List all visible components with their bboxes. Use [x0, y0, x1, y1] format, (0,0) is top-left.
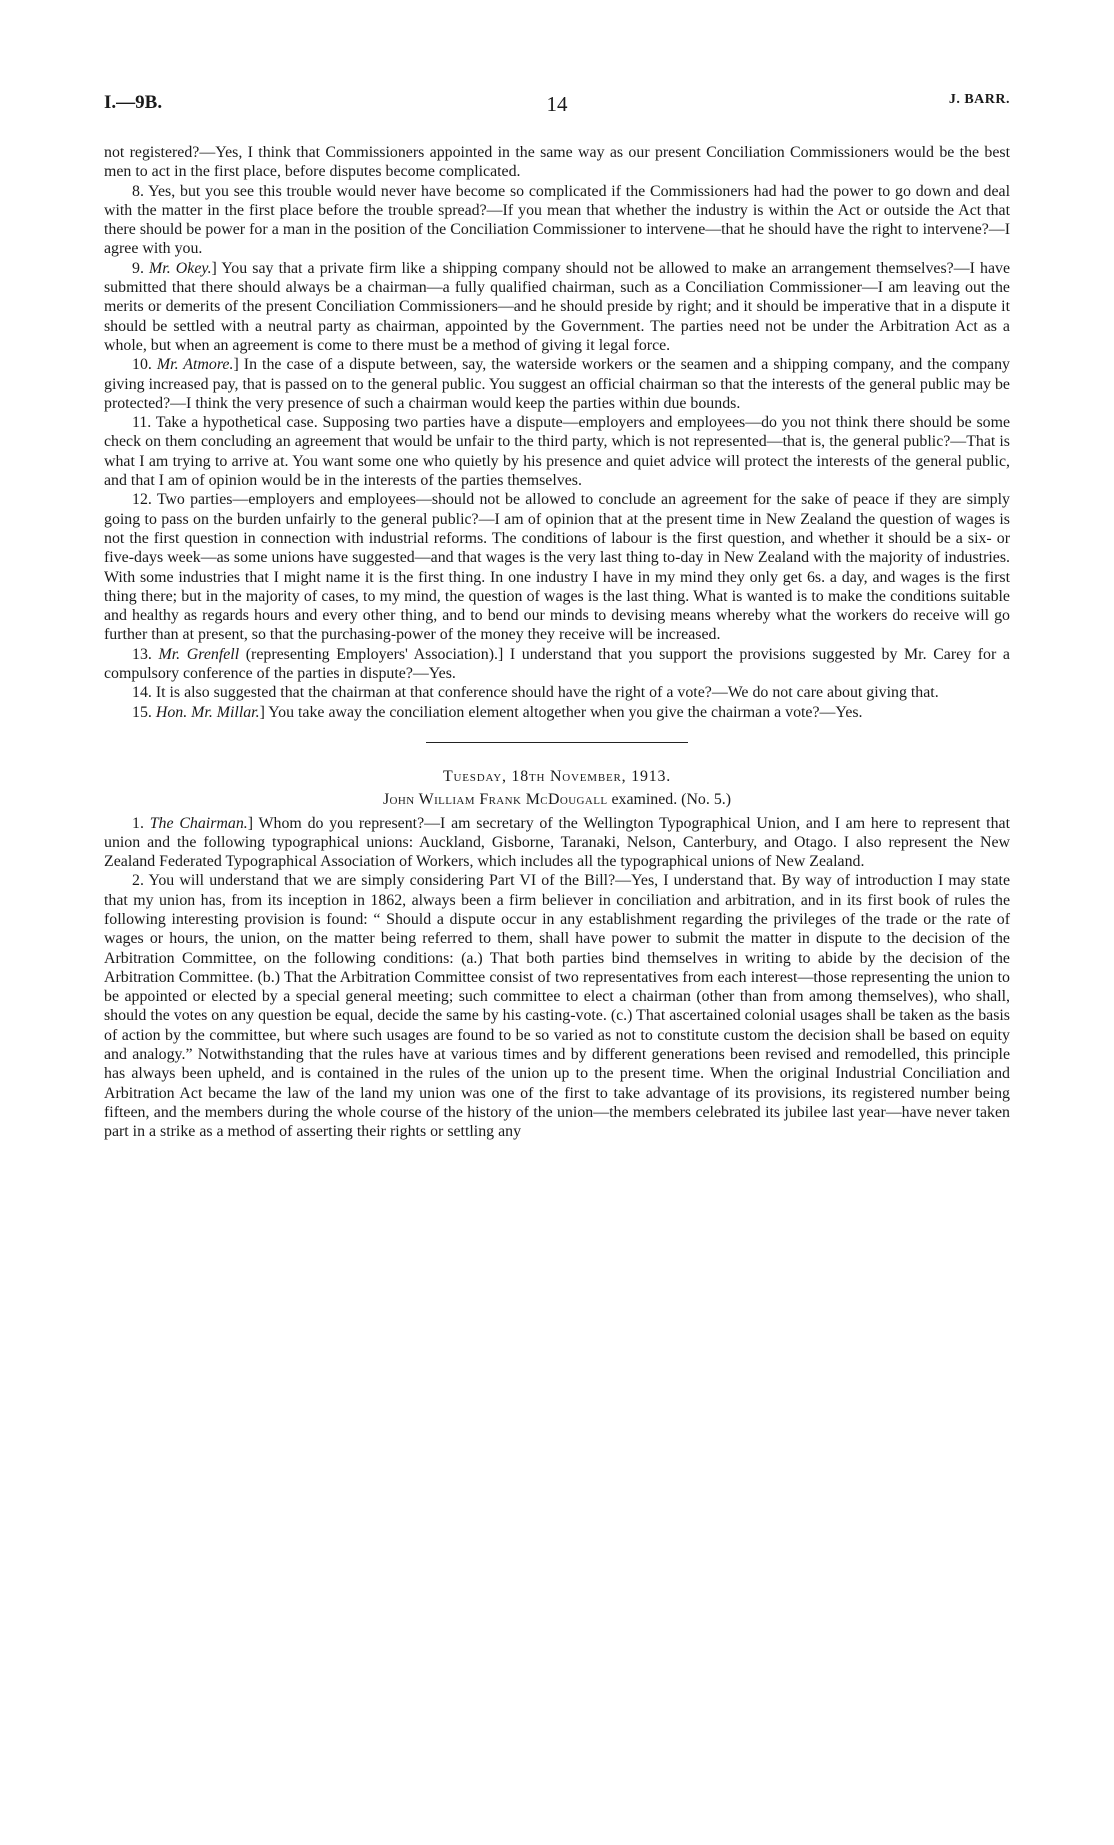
witness-name: John William Frank McDougall — [382, 791, 608, 809]
paragraph-text: ] You say that a private firm like a shipping company should not be allowed to make an arrangement themselves?—I have submitted that there should always be a chairman—a fully qualified chairman, such as a Conciliation Commissioner—I am leaving out the merits or demerits of the present Conciliation Commissioners—and he should preside by right; and it should be imperative that in a dispute it should be settled with a neutral party as chairman, appointed by the Government. The parties need not be under the Arbitration Act as a whole, but when an agreement is come to there must be a method of giving it legal force. — [104, 259, 1010, 354]
question-number: 15. — [132, 703, 156, 721]
speaker-name: Mr. Okey. — [149, 259, 212, 277]
question-number: 9. — [132, 259, 150, 277]
paragraph — [104, 259, 1010, 355]
paragraph-text: ] You take away the conciliation element altogether when you give the chairman a vote?—Yes. — [259, 703, 863, 721]
paragraph — [104, 871, 1010, 1141]
paragraph — [104, 814, 1010, 872]
page-number: 14 — [546, 92, 568, 116]
section-divider — [426, 742, 688, 743]
document-reference: I.—9B. — [104, 92, 163, 113]
question-number: 1. — [132, 814, 150, 832]
witness-running-head: J. BARR. — [948, 92, 1010, 107]
paragraph — [104, 645, 1010, 684]
paragraph — [104, 143, 1010, 182]
paragraph — [104, 490, 1010, 644]
paragraph — [104, 182, 1010, 259]
page-header — [104, 92, 1010, 122]
question-number: 13. — [132, 645, 159, 663]
date-heading: Tuesday, 18th November, 1913. — [443, 767, 671, 785]
witness-evidence — [104, 814, 1010, 1142]
paragraph — [104, 355, 1010, 413]
paragraph-text: 12. Two parties—employers and employees—should not be allowed to conclude an agreement for the sake of peace if they are simply going to pass on the burden unfairly to the general public?—I am of opinion that at the present time in New Zealand the question of wages is not the first question in connection with industrial reforms. The conditions of labour is the first question, and whether it should be a six- or five-days week—as some unions have suggested—and that wages is the very last thing to-day in New Zealand with the majority of industries. With some industries that I might name it is the first thing. In one industry I have in my mind they only get 6s. a day, and wages is the first thing there; but in the majority of cases, to my mind, the question of wages is the last thing. What is wanted is to make the conditions suitable and healthy as regards hours and every other thing, and to bend our minds to devising means whereby what the workers do receive will go further than at present, so that the purchasing-power of the money they receive will be increased. — [104, 491, 1010, 644]
speaker-name: Mr. Grenfell — [158, 645, 240, 663]
paragraph-text: 8. Yes, but you see this trouble would never have become so complicated if the Commissioners had had the power to go down and deal with the matter in the first place before the trouble spread?—If you mean that whether the industry is within the Act or outside the Act that there should be power for a man in the position of the Conciliation Commissioner to intervene—that he should have the right to intervene?—I agree with you. — [104, 182, 1010, 258]
evidence-continued — [104, 143, 1010, 722]
paragraph-text: ] In the case of a dispute between, say, the waterside workers or the seamen and a shipping company, and the company giving increased pay, that is passed on to the general public. You suggest an official chairman so that the interests of the general public may be protected?—I think the very presence of such a chairman would keep the parties within due bounds. — [104, 356, 1010, 412]
paragraph-text: ] Whom do you represent?—I am secretary of the Wellington Typographical Union, and I am here to represent that union and the following typographical unions: Auckland, Gisborne, Taranaki, Nelson, Canterbury, and Otago. I also represent the New Zealand Federated Typographical Association of Workers, which includes all the typographical unions of New Zealand. — [104, 814, 1010, 871]
paragraph-text: (representing Employers' Association).] I understand that you support the provisions suggested by Mr. Carey for a compulsory conference of the parties in dispute?—Yes. — [104, 645, 1010, 683]
witness-suffix: examined. (No. 5.) — [607, 791, 732, 809]
page-body — [104, 143, 1010, 1142]
question-number: 10. — [132, 356, 157, 374]
paragraph — [104, 683, 1010, 702]
paragraph-text: not registered?—Yes, I think that Commissioners appointed in the same way as our present Conciliation Commissioners would be the best men to act in the first place, before disputes become complicated. — [104, 144, 1010, 181]
paragraph-text: 2. You will understand that we are simply considering Part VI of the Bill?—Yes, I understand that. By way of introduction I may state that my union has, from its inception in 1862, always been a firm believer in conciliation and arbitration, and in its first book of rules the following interesting provision is found: “ Should a dispute occur in any establishment regarding the privileges of the trade or the rate of wages or hours, the union, on the matter being referred to them, shall have power to submit the matter in dispute to the decision of the Arbitration Committee, on the following conditions: (a.) That both parties bind themselves in writing to abide by the decision of the Arbitration Committee. (b.) That the Arbitration Committee consist of two representatives from each interest—those representing the union to be appointed or elected by a special general meeting; such committee to elect a chairman (other than from among themselves), who shall, should the votes on any question be equal, decide the same by his casting-vote. (c.) That ascertained colonial usages shall be taken as the basis of action by the committee, but where such usages are found to be so varied as not to constitute custom the decision shall be based on equity and analogy.” Notwithstanding that the rules have at various times and by different generations been revised and remodelled, this principle has always been upheld, and is contained in the rules of the union up to the present time. When the original Industrial Conciliation and Arbitration Act became the law of the land my union was one of the first to take advantage of its provisions, its registered number being fifteen, and the members during the whole course of the history of the union—the members celebrated its jubilee last year—have never taken part in a strike as a method of asserting their rights or settling any — [104, 872, 1010, 1141]
speaker-name: Hon. Mr. Millar. — [155, 703, 260, 721]
paragraph — [104, 413, 1010, 490]
paragraph-text: 14. It is also suggested that the chairman at that conference should have the right of a vote?—We do not care about giving that. — [132, 684, 939, 702]
speaker-name: The Chairman. — [149, 814, 248, 832]
paragraph — [104, 703, 1010, 722]
witness-heading — [104, 790, 1010, 809]
speaker-name: Mr. Atmore. — [156, 356, 234, 374]
paragraph-text: 11. Take a hypothetical case. Supposing two parties have a dispute—employers and employees—do you not think there should be some check on them concluding an agreement that would be unfair to the third party, which is not represented—that is, the general public?—That is what I am trying to arrive at. You want some one who quietly by his presence and quiet advice will protect the interests of the general public, and that I am of opinion would be in the interests of the parties themselves. — [104, 414, 1010, 490]
